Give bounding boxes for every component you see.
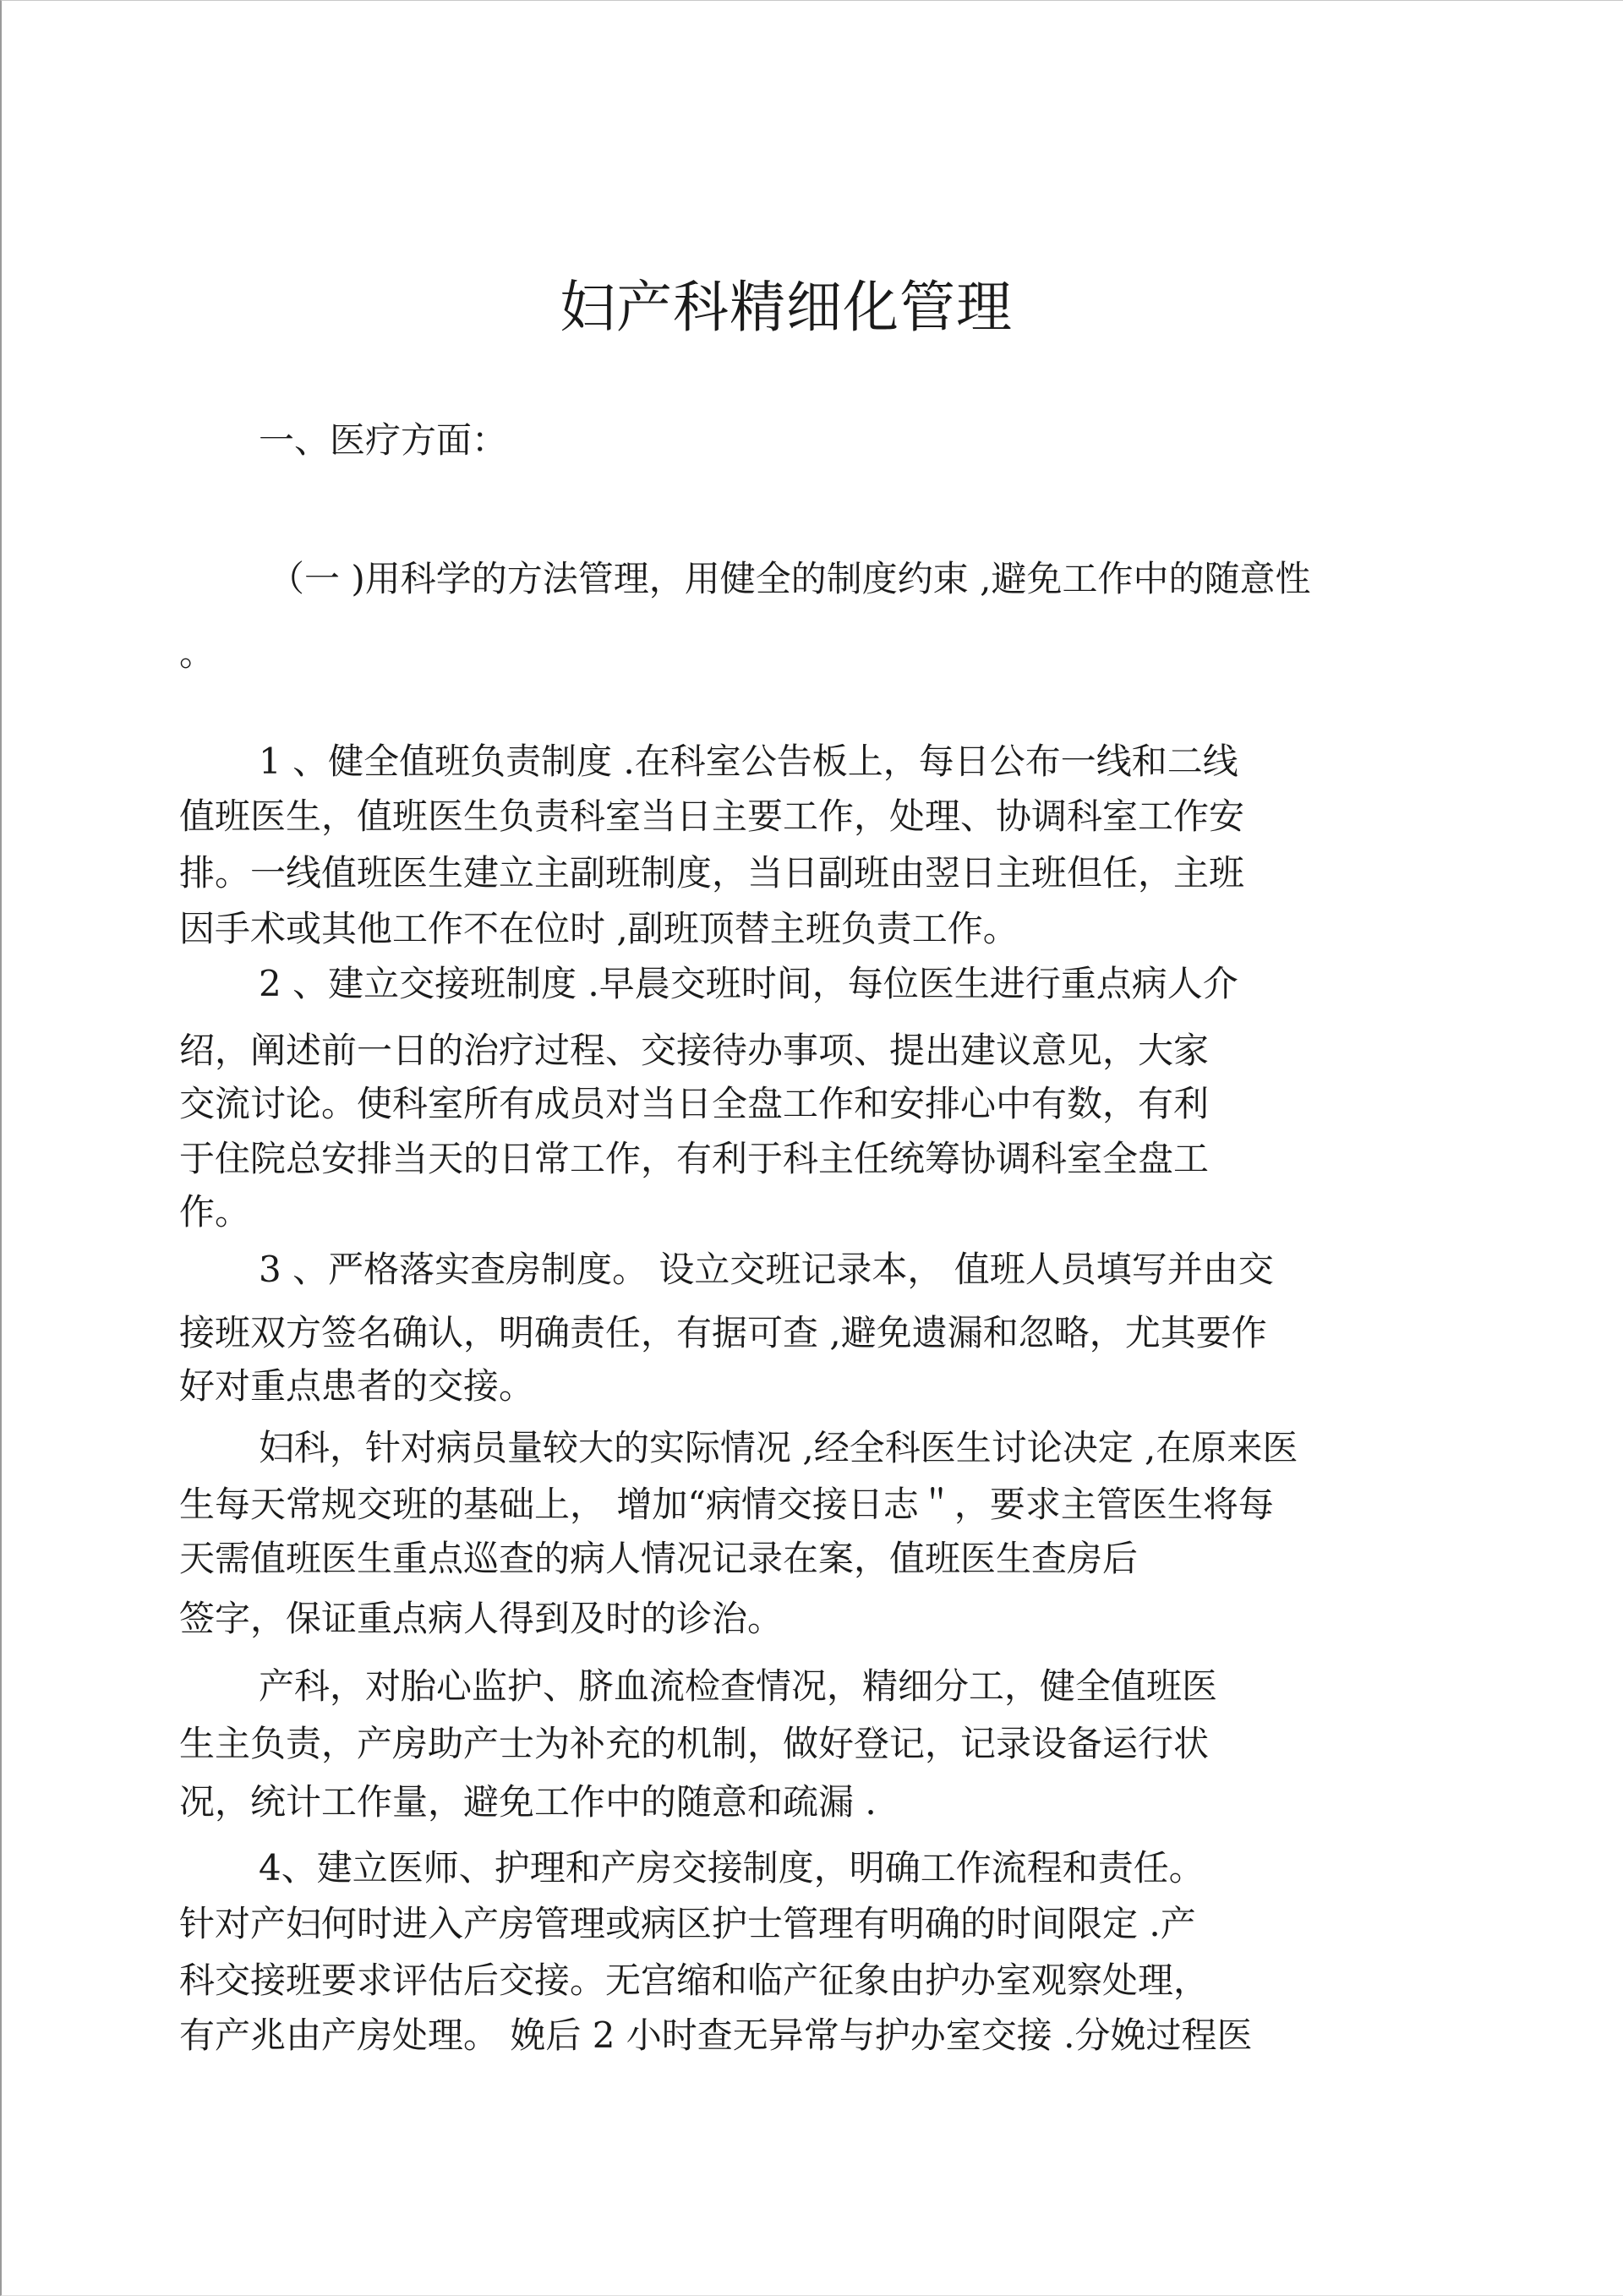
section-heading: 一、医疗方面： (259, 419, 508, 461)
paragraph-4-line: 天需值班医生重点巡查的病人情况记录在案，值班医生查房后 (179, 1538, 1139, 1579)
paragraph-6-line: 针对产妇何时进入产房管理或病区护士管理有明确的时间限定 .产 (179, 1903, 1196, 1944)
subsection-heading: （一 )用科学的方法管理，用健全的制度约束 ,避免工作中的随意性 (269, 558, 1311, 599)
paragraph-4-line: 生每天常规交班的基础上， 增加“病情交接日志＂，要求主管医生将每 (179, 1484, 1274, 1525)
paragraph-3-line: 好对重点患者的交接。 (179, 1365, 535, 1407)
paragraph-6-line: 有产兆由产房处理。 娩后 2 小时查无异常与护办室交接 .分娩过程医 (179, 2014, 1253, 2056)
paragraph-5-line: 生主负责，产房助产士为补充的机制，做好登记，记录设备运行状 (179, 1723, 1210, 1764)
paragraph-1-line: 1 、健全值班负责制度 .在科室公告板上，每日公布一线和二线 (259, 741, 1238, 782)
paragraph-2-line: 交流讨论。使科室所有成员对当日全盘工作和安排心中有数，有利 (179, 1083, 1210, 1124)
paragraph-6-line: 4、建立医师、护理和产房交接制度，明确工作流程和责任。 (259, 1847, 1205, 1889)
paragraph-6-line: 科交接班要求评估后交接。无宫缩和临产征象由护办室观察处理， (179, 1960, 1210, 2001)
paragraph-5-line: 况，统计工作量，避免工作中的随意和疏漏 . (179, 1781, 877, 1823)
paragraph-2-line: 2 、建立交接班制度 .早晨交班时间，每位医生进行重点病人介 (259, 963, 1238, 1004)
paragraph-5-line: 产科，对胎心监护、脐血流检查情况，精细分工，健全值班医 (259, 1665, 1218, 1707)
paragraph-1-line: 因手术或其他工作不在位时 ,副班顶替主班负责工作。 (179, 908, 1019, 949)
subsection-heading-cont: 。 (179, 632, 216, 674)
paragraph-2-line: 绍，阐述前一日的治疗过程、交接待办事项、提出建议意见，大家 (179, 1030, 1210, 1071)
paragraph-2-line: 于住院总安排当天的日常工作，有利于科主任统筹协调科室全盘工 (179, 1138, 1210, 1179)
paragraph-1-line: 排。一线值班医生建立主副班制度，当日副班由翌日主班但任，主班 (179, 852, 1245, 894)
paragraph-1-line: 值班医生，值班医生负责科室当日主要工作，处理、协调科室工作安 (179, 795, 1245, 837)
paragraph-3-line: 3 、严格落实查房制度。 设立交班记录本， 值班人员填写并由交 (259, 1249, 1274, 1290)
document-title: 妇产科精细化管理 (560, 275, 1013, 340)
paragraph-4-line: 妇科，针对病员量较大的实际情况 ,经全科医生讨论决定 ,在原来医 (259, 1427, 1298, 1468)
paragraph-3-line: 接班双方签名确认，明确责任，有据可查 ,避免遗漏和忽略，尤其要作 (179, 1312, 1267, 1353)
paragraph-4-line: 签字，保证重点病人得到及时的诊治。 (179, 1598, 784, 1639)
paragraph-2-line: 作。 (179, 1191, 251, 1233)
